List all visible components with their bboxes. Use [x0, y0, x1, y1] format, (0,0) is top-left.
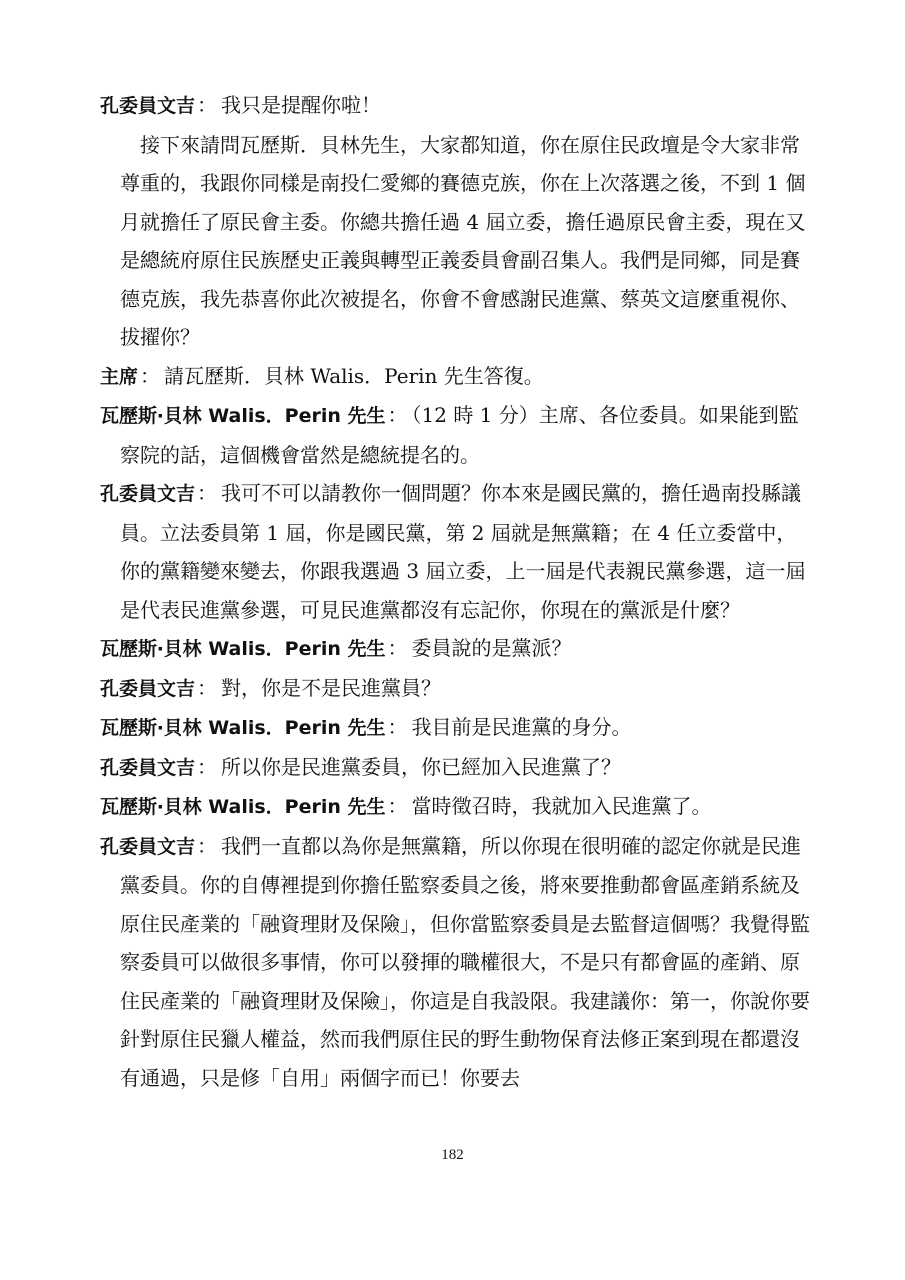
transcript-entry	[100, 86, 815, 126]
speaker-colon: ：	[197, 93, 218, 117]
speech-text: 對，你是不是民進黨員？	[221, 675, 442, 700]
speaker-name: 孔委員文吉	[100, 483, 196, 505]
speaker-colon: ：	[387, 715, 408, 739]
transcript-continuation	[100, 126, 815, 357]
speaker-colon: ：	[387, 636, 408, 660]
transcript-entry	[100, 708, 815, 748]
speaker-colon: ：	[387, 794, 408, 818]
speaker-colon: ：	[197, 675, 218, 700]
speech-text: 委員說的是黨派？	[411, 636, 572, 660]
speech-text: 我們一直都以為你是無黨籍，所以你現在很明確的認定你就是民進黨委員。你的自傳裡提到你擔任監察委員之後，將來要推動都會區產銷系統及原住民產業的「融資理財及保險」，但你當監察委員是去監督這個嗎？我覺得監察委員可以做很多事情，你可以發揮的職權很大，不是只有都會區的產銷、原住民產業的「融資理財及保險」，你這是自我設限。我建議你：第一，你說你要針對原住民獵人權益，然而我們原住民的野生動物保育法修正案到現在都還沒有通過，只是修「自用」兩個字而已！你要去	[120, 833, 810, 1090]
speech-text: 當時徵召時，我就加入民進黨了。	[411, 794, 712, 818]
transcript-entry	[100, 669, 815, 709]
speaker-name: 孔委員文吉	[100, 677, 196, 700]
transcript-entry	[100, 787, 815, 827]
speaker-name: 孔委員文吉	[100, 756, 196, 779]
speaker-name: 瓦歷斯‧貝林 Walis．Perin 先生	[100, 405, 386, 427]
transcript-entry	[100, 629, 815, 669]
speaker-colon: ：	[197, 481, 218, 505]
transcript-entry	[100, 748, 815, 788]
speech-text: 請瓦歷斯．貝林 Walis．Perin 先生答復。	[164, 363, 544, 388]
transcript-entry	[100, 474, 815, 629]
speech-text: 接下來請問瓦歷斯．貝林先生，大家都知道，你在原住民政壇是令大家非常尊重的，我跟你同樣是南投仁愛鄉的賽德克族，你在上次落選之後，不到 1 個月就擔任了原民會主委。你總共擔任過 4 屆立委，擔任過原民會主委，現在又是總統府原住民族歷史正義與轉型正義委員會副召集人。我們是同鄉，同是賽德克族，我先恭喜你此次被提名，你會不會感謝民進黨、蔡英文這麼重視你、拔擢你？	[120, 132, 806, 349]
transcript-entry	[100, 827, 815, 1098]
speaker-colon: ：	[387, 403, 408, 427]
speaker-name: 孔委員文吉	[100, 95, 196, 117]
transcript-entry	[100, 396, 815, 474]
speech-text: 我只是提醒你啦！	[221, 93, 382, 117]
speaker-name: 孔委員文吉	[100, 835, 196, 858]
transcript-body	[100, 86, 815, 1097]
speech-text: 所以你是民進黨委員，你已經加入民進黨了？	[221, 754, 622, 779]
speaker-colon: ：	[197, 833, 218, 858]
speech-text: （12 時 1 分）主席、各位委員。如果能到監察院的話，這個機會當然是總統提名的。	[120, 403, 799, 467]
speaker-name: 瓦歷斯‧貝林 Walis．Perin 先生	[100, 717, 386, 739]
speaker-name: 瓦歷斯‧貝林 Walis．Perin 先生	[100, 796, 386, 818]
speech-text: 我可不可以請教你一個問題？你本來是國民黨的，擔任過南投縣議員。立法委員第 1 屆，你是國民黨，第 2 屆就是無黨籍；在 4 任立委當中，你的黨籍變來變去，你跟我選過 3 屆立委，上一屆是代表親民黨參選，這一屆是代表民進黨參選，可見民進黨都沒有忘記你，你現在的黨派是什麼？	[120, 481, 806, 622]
page-number: 182	[441, 1147, 464, 1163]
speaker-colon: ：	[140, 363, 161, 388]
speaker-colon: ：	[197, 754, 218, 779]
speech-text: 我目前是民進黨的身分。	[411, 715, 632, 739]
speaker-name: 瓦歷斯‧貝林 Walis．Perin 先生	[100, 638, 386, 660]
speaker-name: 主席	[100, 365, 139, 388]
transcript-entry	[100, 357, 815, 397]
